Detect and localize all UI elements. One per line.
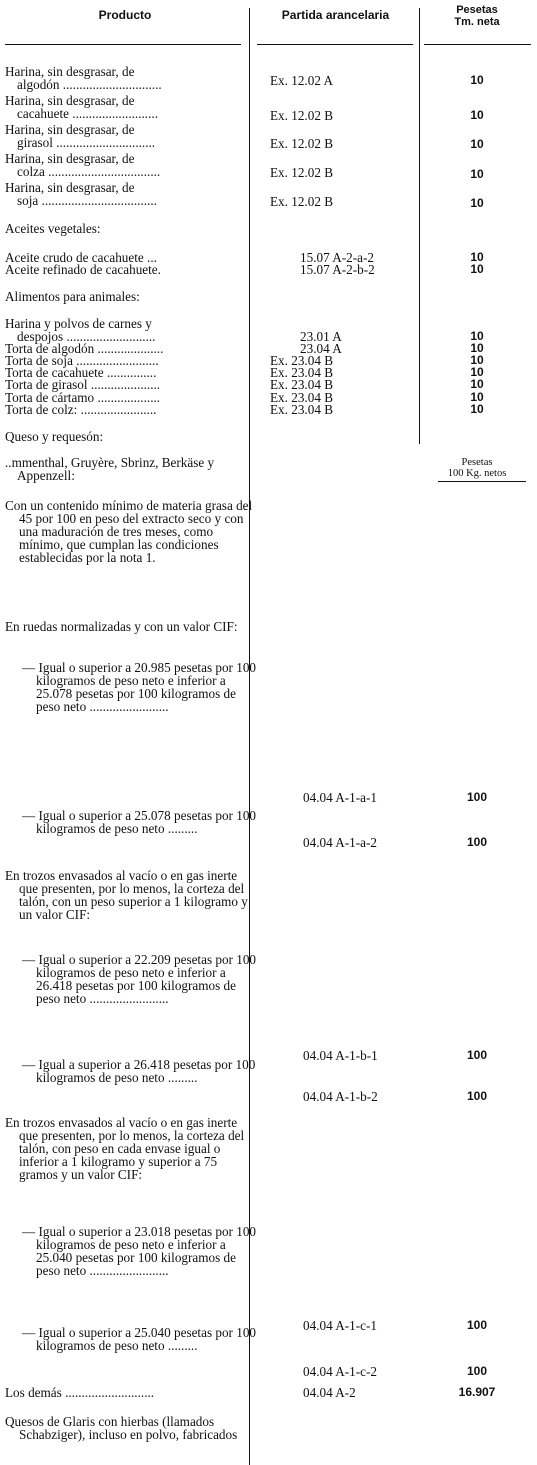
value-cell: 100 bbox=[466, 790, 488, 804]
subheader-pesetas bbox=[425, 457, 529, 479]
tariff-cell: 04.04 A-2 bbox=[303, 1385, 356, 1400]
tariff-cell: Ex. 23.04 B bbox=[270, 377, 334, 392]
product-cell: Aceite crudo de cacahuete ... bbox=[5, 250, 157, 265]
value-cell: 10 bbox=[470, 167, 484, 181]
subheader-line1: Pesetas bbox=[461, 457, 493, 468]
product-cell bbox=[5, 123, 243, 149]
product-line: cacahuete .......................... bbox=[17, 106, 158, 121]
item-ruedas-1: — Igual o superior a 20.985 pesetas por 100 kilogramos de peso neto e inferior a 25.078 pesetas por 100 kilogramos de peso neto ........................ bbox=[22, 660, 257, 714]
subheader-line2: 100 Kg. netos bbox=[447, 468, 507, 479]
column-divider-2 bbox=[419, 8, 420, 444]
product-line: despojos ........................... bbox=[17, 329, 156, 344]
tariff-cell: 04.04 A-1-b-2 bbox=[303, 1089, 378, 1104]
section-title-queso: Queso y requesón: bbox=[5, 429, 104, 444]
product-cell bbox=[5, 65, 243, 91]
value-cell: 10 bbox=[470, 341, 484, 355]
section-title-alimentos: Alimentos para animales: bbox=[5, 289, 140, 304]
product-cell: Torta de colz: ....................... bbox=[5, 402, 157, 417]
product-line: algodón .............................. bbox=[17, 77, 162, 92]
product-line: Harina, sin desgrasar, de bbox=[5, 151, 135, 166]
value-cell: 10 bbox=[470, 377, 484, 391]
subheader-rule bbox=[438, 481, 526, 482]
product-cell: Aceite refinado de cacahuete. bbox=[5, 262, 161, 277]
value-cell: 10 bbox=[470, 390, 484, 404]
item-trozos1-1: — Igual o superior a 22.209 pesetas por 100 kilogramos de peso neto e inferior a 26.418 pesetas por 100 kilogramos de peso neto ........................ bbox=[22, 952, 257, 1006]
product-cell: Torta de algodón .................... bbox=[5, 341, 164, 356]
value-cell: 10 bbox=[470, 196, 484, 210]
tariff-cell: 23.01 A bbox=[300, 329, 342, 344]
product-cell: Torta de cacahuete ............... bbox=[5, 365, 157, 380]
value-cell: 10 bbox=[470, 262, 484, 276]
value-cell: 10 bbox=[470, 402, 484, 416]
tariff-cell: Ex. 12.02 B bbox=[270, 194, 334, 209]
product-cell bbox=[5, 94, 243, 120]
product-line: Harina y polvos de carnes y bbox=[5, 316, 152, 331]
product-cell: Torta de girasol ..................... bbox=[5, 377, 161, 392]
product-cell: Torta de soja ......................... bbox=[5, 353, 159, 368]
tariff-cell: 04.04 A-1-a-2 bbox=[303, 835, 377, 850]
item-trozos2-2: — Igual o superior a 25.040 pesetas por 100 kilogramos de peso neto ......... bbox=[22, 1325, 257, 1353]
tariff-cell: Ex. 23.04 B bbox=[270, 390, 334, 405]
header-producto: Producto bbox=[98, 8, 152, 22]
tariff-cell: Ex. 23.04 B bbox=[270, 353, 334, 368]
tariff-cell: 15.07 A-2-a-2 bbox=[300, 250, 374, 265]
product-cell: Los demás ........................... bbox=[5, 1385, 155, 1400]
tariff-cell: Ex. 23.04 B bbox=[270, 402, 334, 417]
paragraph-glaris: Quesos de Glaris con hierbas (llamados Schabziger), incluso en polvo, fabricados bbox=[5, 1414, 238, 1442]
tariff-cell: Ex. 12.02 B bbox=[270, 108, 334, 123]
value-cell: 10 bbox=[470, 353, 484, 367]
product-line: girasol .............................. bbox=[17, 135, 156, 150]
header-rule-2 bbox=[257, 44, 413, 45]
tariff-cell: Ex. 12.02 B bbox=[270, 136, 334, 151]
product-line: soja ................................... bbox=[17, 193, 157, 208]
product-line: Harina, sin desgrasar, de bbox=[5, 122, 135, 137]
tariff-cell: Ex. 12.02 B bbox=[270, 165, 334, 180]
header-rule-3 bbox=[424, 44, 531, 45]
value-cell: 100 bbox=[466, 835, 488, 849]
header-rule-1 bbox=[5, 44, 241, 45]
value-cell: 10 bbox=[470, 365, 484, 379]
header-pesetas bbox=[425, 4, 529, 28]
value-cell: 10 bbox=[470, 329, 484, 343]
value-cell: 100 bbox=[466, 1318, 488, 1332]
value-cell: 100 bbox=[466, 1364, 488, 1378]
paragraph-trozos-1: En trozos envasados al vacío o en gas inerte que presenten, por lo menos, la corteza del talón, con un peso superior a 1 kilogramo y un valor CIF: bbox=[5, 868, 248, 922]
emmenthal-heading: ..mmenthal, Gruyère, Sbrinz, Berkäse y Appenzell: bbox=[5, 455, 215, 483]
tariff-cell: 04.04 A-1-c-2 bbox=[303, 1364, 377, 1379]
product-line: Harina, sin desgrasar, de bbox=[5, 93, 135, 108]
value-cell: 100 bbox=[466, 1089, 488, 1103]
product-cell bbox=[5, 152, 243, 178]
value-cell: 10 bbox=[470, 73, 484, 87]
product-cell bbox=[5, 317, 243, 343]
paragraph-ruedas: En ruedas normalizadas y con un valor CIF: bbox=[5, 619, 238, 634]
value-cell: 10 bbox=[470, 137, 484, 151]
paragraph-trozos-2: En trozos envasados al vacío o en gas inerte que presenten, por lo menos, la corteza del talón, con peso en cada envase igual o inferior a 1 kilogramo y superior a 75 gramos y un valor CIF: bbox=[5, 1115, 245, 1182]
value-cell: 10 bbox=[470, 108, 484, 122]
tariff-cell: Ex. 12.02 A bbox=[270, 73, 334, 88]
product-line: Harina, sin desgrasar, de bbox=[5, 180, 135, 195]
tariff-cell: 04.04 A-1-a-1 bbox=[303, 790, 377, 805]
product-line: colza .................................. bbox=[17, 164, 161, 179]
tariff-cell: 23.04 A bbox=[300, 341, 342, 356]
value-cell: 16.907 bbox=[458, 1385, 496, 1399]
header-pesetas-line1: Pesetas bbox=[456, 4, 498, 16]
tariff-cell: 04.04 A-1-b-1 bbox=[303, 1048, 378, 1063]
tariff-cell: Ex. 23.04 B bbox=[270, 365, 334, 380]
value-cell: 10 bbox=[470, 250, 484, 264]
tariff-cell: 15.07 A-2-b-2 bbox=[300, 262, 375, 277]
header-partida: Partida arancelaria bbox=[281, 8, 390, 22]
product-line: Harina, sin desgrasar, de bbox=[5, 64, 135, 79]
value-cell: 100 bbox=[466, 1048, 488, 1062]
item-trozos2-1: — Igual o superior a 23.018 pesetas por 100 kilogramos de peso neto e inferior a 25.040 pesetas por 100 kilogramos de peso neto ........................ bbox=[22, 1224, 257, 1278]
paragraph-contenido: Con un contenido mínimo de materia grasa del 45 por 100 en peso del extracto seco y con una maduración de tres meses, como mínimo, que cumplan las condiciones establecidas por la nota 1. bbox=[5, 498, 253, 565]
header-pesetas-line2: Tm. neta bbox=[454, 16, 500, 28]
product-cell: Torta de cártamo ................... bbox=[5, 390, 161, 405]
section-title-aceites: Aceites vegetales: bbox=[5, 221, 101, 236]
product-cell bbox=[5, 181, 243, 207]
item-trozos1-2: — Igual a superior a 26.418 pesetas por 100 kilogramos de peso neto ......... bbox=[22, 1057, 256, 1085]
item-ruedas-2: — Igual o superior a 25.078 pesetas por 100 kilogramos de peso neto ......... bbox=[22, 808, 257, 836]
tariff-cell: 04.04 A-1-c-1 bbox=[303, 1318, 377, 1333]
